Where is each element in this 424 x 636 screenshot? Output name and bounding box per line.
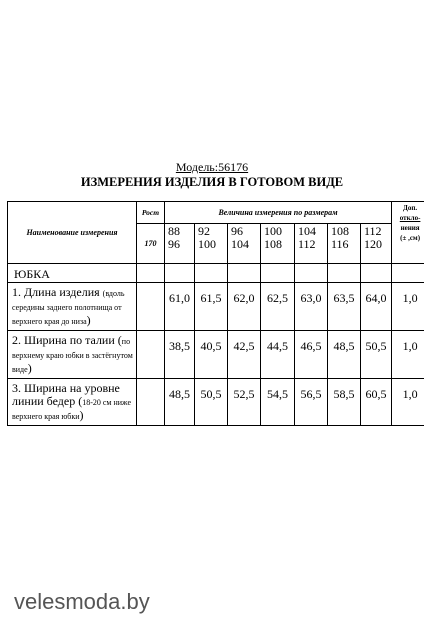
measurement-value: 50,5 bbox=[195, 379, 228, 426]
measurement-value: 63,0 bbox=[295, 283, 328, 331]
measurement-value: 54,5 bbox=[261, 379, 295, 426]
model-label: Модель:56176 bbox=[175, 160, 249, 174]
measurement-value: 48,5 bbox=[328, 331, 361, 379]
empty-cell bbox=[295, 264, 328, 283]
empty-cell bbox=[137, 264, 165, 283]
empty-cell bbox=[228, 264, 261, 283]
size-header-cell: 100 108 bbox=[261, 224, 295, 264]
measurement-value: 48,5 bbox=[165, 379, 195, 426]
empty-cell bbox=[137, 331, 165, 379]
column-header-height: Рост bbox=[137, 202, 165, 224]
size-header-cell: 92 100 bbox=[195, 224, 228, 264]
height-value: 170 bbox=[137, 224, 165, 264]
size-header-cell: 96 104 bbox=[228, 224, 261, 264]
document-title: ИЗМЕРЕНИЯ ИЗДЕЛИЯ В ГОТОВОМ ВИДЕ bbox=[80, 175, 344, 189]
tolerance-header-line3: нения bbox=[400, 224, 420, 232]
measurement-name: 2. Ширина по талии (по верхнему краю юбки в застёгнутом виде) bbox=[8, 331, 137, 379]
measurements-table bbox=[7, 201, 424, 426]
tolerance-header-line1: Доп. bbox=[403, 204, 418, 212]
size-header-cell: 108 116 bbox=[328, 224, 361, 264]
empty-cell bbox=[392, 264, 424, 283]
column-header-tolerance bbox=[392, 202, 424, 264]
column-header-name: Наименование измерения bbox=[8, 202, 137, 264]
measurement-value: 46,5 bbox=[295, 331, 328, 379]
watermark: velesmoda.by bbox=[14, 589, 150, 614]
empty-cell bbox=[137, 283, 165, 331]
measurement-value: 61,5 bbox=[195, 283, 228, 331]
section-label: ЮБКА bbox=[8, 264, 137, 283]
measurement-value: 42,5 bbox=[228, 331, 261, 379]
measurement-value: 38,5 bbox=[165, 331, 195, 379]
size-header-cell: 112 120 bbox=[361, 224, 392, 264]
measurement-value: 63,5 bbox=[328, 283, 361, 331]
empty-cell bbox=[137, 379, 165, 426]
tolerance-header-line2: откло- bbox=[399, 214, 421, 222]
tolerance-header-line4: (± ,см) bbox=[400, 234, 421, 242]
size-header-cell: 104 112 bbox=[295, 224, 328, 264]
empty-cell bbox=[361, 264, 392, 283]
measurement-name: 3. Ширина на уровне линии бедер (18-20 см ниже верхнего края юбки) bbox=[8, 379, 137, 426]
measurement-value: 50,5 bbox=[361, 331, 392, 379]
tolerance-value: 1,0 bbox=[392, 331, 424, 379]
measurement-value: 58,5 bbox=[328, 379, 361, 426]
measurement-value: 44,5 bbox=[261, 331, 295, 379]
measurement-value: 60,5 bbox=[361, 379, 392, 426]
measurement-name: 1. Длина изделия (вдоль середины заднего полотнища от верхнего края до низа) bbox=[8, 283, 137, 331]
empty-cell bbox=[328, 264, 361, 283]
size-header-cell: 88 96 bbox=[165, 224, 195, 264]
measurement-value: 61,0 bbox=[165, 283, 195, 331]
measurement-value: 52,5 bbox=[228, 379, 261, 426]
tolerance-value: 1,0 bbox=[392, 379, 424, 426]
measurement-value: 40,5 bbox=[195, 331, 228, 379]
column-header-sizes: Величина измерения по размерам bbox=[165, 202, 392, 224]
measurement-value: 64,0 bbox=[361, 283, 392, 331]
measurement-value: 62,0 bbox=[228, 283, 261, 331]
empty-cell bbox=[261, 264, 295, 283]
empty-cell bbox=[195, 264, 228, 283]
measurement-value: 62,5 bbox=[261, 283, 295, 331]
measurement-value: 56,5 bbox=[295, 379, 328, 426]
empty-cell bbox=[165, 264, 195, 283]
tolerance-value: 1,0 bbox=[392, 283, 424, 331]
